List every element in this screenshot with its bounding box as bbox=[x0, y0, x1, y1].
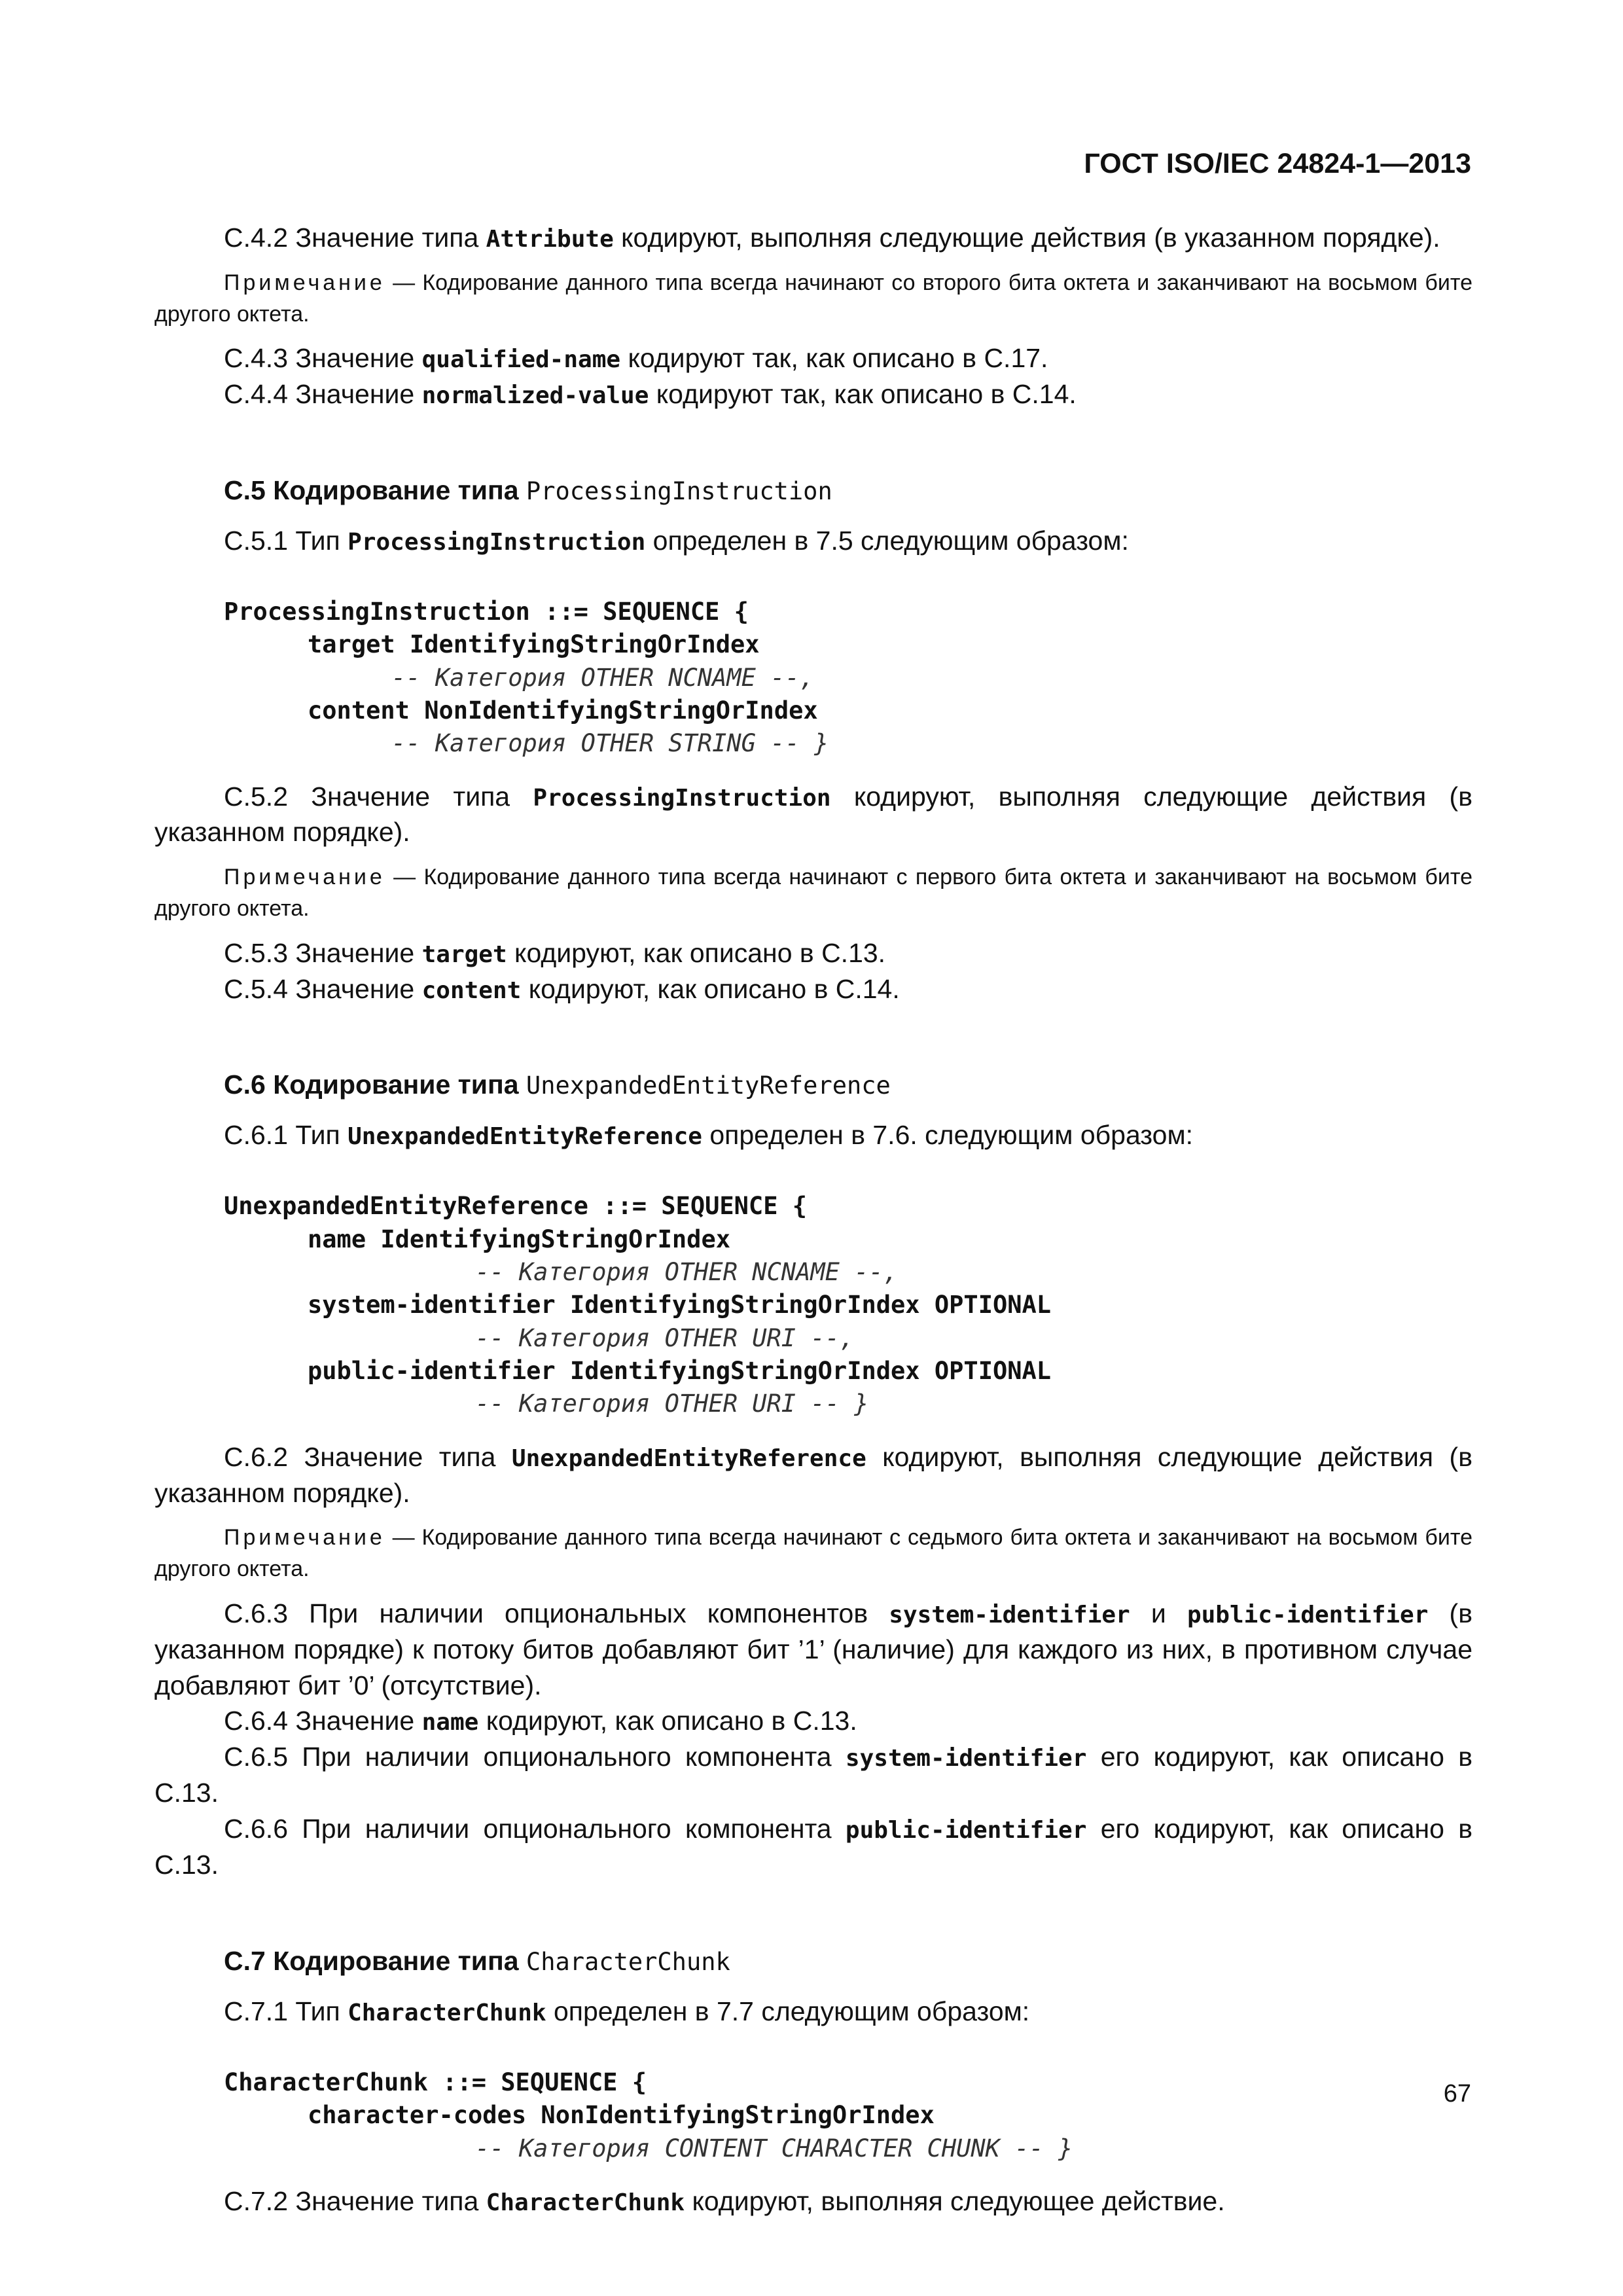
note-label: Примечание bbox=[224, 1525, 385, 1551]
standard-designation: ГОСТ ISO/IEC 24824-1—2013 bbox=[1084, 148, 1471, 179]
section-heading-c-5: С.5 Кодирование типа ProcessingInstruction bbox=[224, 475, 832, 505]
clause-c-5-2: С.5.2 Значение типа ProcessingInstruction кодируют, выполняя следующие действия (в указанном порядке). bbox=[154, 781, 1472, 848]
code-line: character-codes NonIdentifyingStringOrIndex bbox=[308, 2101, 935, 2130]
code-comment: -- Категория OTHER URI -- } bbox=[475, 1390, 869, 1418]
code-comment: -- Категория OTHER NCNAME --, bbox=[475, 1258, 899, 1286]
clause-c-6-5: С.6.5 При наличии опционального компонента system-identifier его кодируют, как описано в С.13. bbox=[154, 1742, 1472, 1808]
section-heading-c-6: С.6 Кодирование типа UnexpandedEntityReference bbox=[224, 1069, 891, 1100]
note-2: Примечание — Кодирование данного типа всегда начинают с первого бита октета и заканчивают на восьмом бите другого октета. bbox=[154, 865, 1472, 921]
page-number: 67 bbox=[1443, 2080, 1471, 2108]
clause-c-6-4: С.6.4 Значение name кодируют, как описано в С.13. bbox=[224, 1706, 857, 1736]
clause-c-6-3: С.6.3 При наличии опциональных компонентов system-identifier и public-identifier (в указанном порядке) к потоку битов добавляют бит ’1’ (наличие) для каждого из них, в противном случае добавляют бит ’0’ (отсутствие). bbox=[154, 1598, 1472, 1700]
clause-c-7-1: С.7.1 Тип CharacterChunk определен в 7.7 следующим образом: bbox=[224, 1996, 1030, 2027]
code-comment: -- Категория OTHER URI --, bbox=[475, 1323, 855, 1352]
asn1-definition-processing-instruction bbox=[224, 596, 1472, 761]
asn1-definition-character-chunk bbox=[224, 2066, 1472, 2165]
code-line: name IdentifyingStringOrIndex bbox=[308, 1225, 731, 1253]
page-content bbox=[154, 220, 1472, 2219]
code-line: content NonIdentifyingStringOrIndex bbox=[308, 696, 818, 725]
code-comment: -- Категория OTHER STRING -- } bbox=[391, 729, 829, 758]
note-1: Примечание — Кодирование данного типа всегда начинают со второго бита октета и заканчивают на восьмом бите другого октета. bbox=[154, 270, 1472, 327]
code-line: UnexpandedEntityReference ::= SEQUENCE { bbox=[224, 1192, 808, 1221]
note-label: Примечание bbox=[224, 270, 385, 295]
clause-c-7-2: С.7.2 Значение типа CharacterChunk кодируют, выполняя следующее действие. bbox=[224, 2186, 1225, 2216]
asn1-definition-unexpanded-entity-reference bbox=[224, 1190, 1472, 1420]
clause-c-5-1: С.5.1 Тип ProcessingInstruction определен в 7.5 следующим образом: bbox=[224, 526, 1129, 556]
code-line: CharacterChunk ::= SEQUENCE { bbox=[224, 2068, 647, 2097]
code-comment: -- Категория OTHER NCNAME --, bbox=[391, 663, 815, 692]
code-comment: -- Категория CONTENT CHARACTER CHUNK -- } bbox=[475, 2134, 1073, 2162]
code-line: system-identifier IdentifyingStringOrIndex OPTIONAL bbox=[308, 1291, 1052, 1319]
code-line: target IdentifyingStringOrIndex bbox=[308, 630, 760, 659]
clause-c-6-1: С.6.1 Тип UnexpandedEntityReference определен в 7.6. следующим образом: bbox=[224, 1120, 1194, 1151]
code-line: public-identifier IdentifyingStringOrIndex OPTIONAL bbox=[308, 1356, 1052, 1385]
note-label: Примечание bbox=[224, 865, 385, 890]
clause-c-6-6: С.6.6 При наличии опционального компонента public-identifier его кодируют, как описано в С.13. bbox=[154, 1814, 1472, 1880]
clause-c-4-4: С.4.4 Значение normalized-value кодируют так, как описано в С.14. bbox=[224, 379, 1077, 410]
note-3: Примечание — Кодирование данного типа всегда начинают с седьмого бита октета и заканчивают на восьмом бите другого октета. bbox=[154, 1525, 1472, 1582]
clause-c-5-4: С.5.4 Значение content кодируют, как описано в С.14. bbox=[224, 973, 900, 1004]
clause-c-6-2: С.6.2 Значение типа UnexpandedEntityReference кодируют, выполняя следующие действия (в указанном порядке). bbox=[154, 1441, 1472, 1508]
section-heading-c-7: С.7 Кодирование типа CharacterChunk bbox=[224, 1946, 730, 1977]
clause-c-4-2: С.4.2 Значение типа Attribute кодируют, выполняя следующие действия (в указанном порядке). bbox=[224, 223, 1440, 253]
code-line: ProcessingInstruction ::= SEQUENCE { bbox=[224, 597, 749, 626]
clause-c-4-3: С.4.3 Значение qualified-name кодируют так, как описано в С.17. bbox=[224, 343, 1048, 374]
clause-c-5-3: С.5.3 Значение target кодируют, как описано в С.13. bbox=[224, 937, 886, 968]
